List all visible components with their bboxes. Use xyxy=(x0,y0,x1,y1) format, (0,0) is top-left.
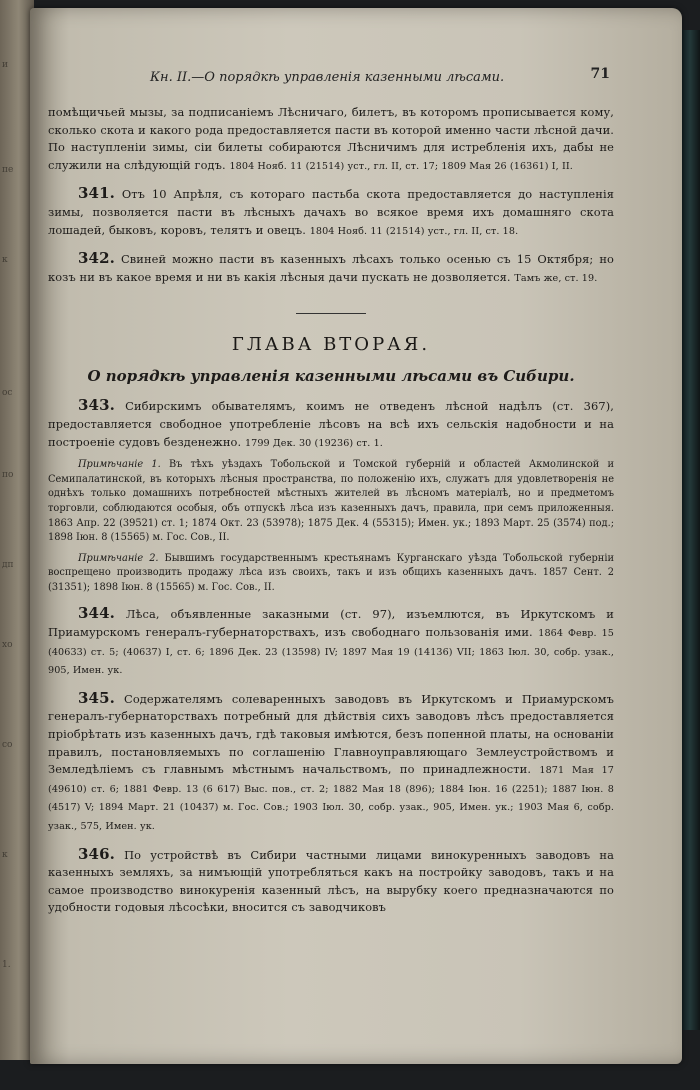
page-content xyxy=(48,104,614,917)
note-1 xyxy=(48,458,614,546)
left-page-fragment: к xyxy=(2,850,8,860)
citation: 1863 Апр. 22 (39521) ст. 1; 1874 Окт. 23 (53978); 1875 Дек. 4 (55315); Имен. ук.; 1893 Март. 25 (3574) под.; 1898 Іюн. 8 (15565) м. Гос. Сов., II. xyxy=(48,517,614,544)
left-page-fragment: со xyxy=(2,740,13,750)
article-number: 344. xyxy=(78,604,115,623)
running-header xyxy=(150,66,610,85)
article-text: По устройствѣ въ Сибири частными лицами винокуренныхъ заводовъ на казенныхъ земляхъ, за нимъющій употребляться какъ на постройку заводовъ, такъ и на самое производство винокуренія казенный лѣсъ, на вырубку коего предназначаются по удобности годовыя лѣсосѣки, вносится съ заводчиковъ xyxy=(48,847,614,915)
article-text: Лѣса, объявленные заказными (ст. 97), изъемлются, въ Иркутскомъ и Приамурскомъ генералъ-губернаторствахъ, изъ свободнаго пользованія ими. xyxy=(48,607,614,640)
left-page-fragment: по xyxy=(2,470,14,480)
running-title: Кн. II.—О порядкѣ управленія казенными лѣсами. xyxy=(150,70,505,85)
citation: 1804 Нояб. 11 (21514) уст., гл. II, ст. 17; 1809 Мая 26 (16361) I, II. xyxy=(229,160,573,172)
article-342 xyxy=(48,250,614,287)
citation: 1864 Февр. 15 (40633) ст. 5; (40637) I, ст. 6; 1896 Дек. 23 (13598) IV; 1897 Мая 19 (14136) VII; 1863 Іюл. 30, собр. узак., 905, Имен. ук. xyxy=(48,628,614,677)
article-343 xyxy=(48,397,614,452)
note-text: Въ тѣхъ уѣздахъ Тобольской и Томской губерній и областей Акмолинской и Семипалатинской, въ которыхъ лѣсныя пространства, по положенію ихъ, служатъ для удовлетворенія не однѣхъ только домашнихъ потребностей мѣстныхъ жителей въ лѣсномъ матеріалѣ, но и предметомъ торговли, соблюдаются особыя, объ отпускѣ лѣса изъ казенныхъ дачъ, правила, при семъ приложенныя. xyxy=(48,459,614,514)
article-344 xyxy=(48,605,614,679)
book-cover-edge xyxy=(680,30,700,1030)
left-page-fragment: дп xyxy=(2,560,14,570)
left-page-fragment: и xyxy=(2,60,8,70)
citation: 1857 Сент. 2 (31351); 1898 Іюн. 8 (15565) м. Гос. Сов., II. xyxy=(48,567,614,593)
article-345 xyxy=(48,690,614,836)
left-page-fragment: 1. xyxy=(2,960,11,970)
article-text: Свиней можно пасти въ казенныхъ лѣсахъ только осенью съ 15 Октября; но козъ ни въ какое время и ни въ какія лѣсныя дачи пускать не дозволяется. xyxy=(48,252,614,284)
section-divider xyxy=(296,313,366,314)
article-341 xyxy=(48,185,614,240)
continuation-paragraph xyxy=(48,104,614,175)
left-page-fragment: хо xyxy=(2,640,13,650)
note-label: Примѣчаніе 2. xyxy=(78,552,159,564)
chapter-subtitle: О порядкѣ управленія казенными лѣсами въ Сибири. xyxy=(87,367,575,386)
page-number: 71 xyxy=(590,66,610,82)
left-page-fragment: к xyxy=(2,255,8,265)
paragraph-text: помѣщичьей мызы, за подписаніемъ Лѣсничаго, билетъ, въ которомъ прописывается кому, сколько скота и какого рода предоставляется пасти въ которой именно части лѣсной дачи. По наступленіи зимы, сіи билеты собираются Лѣсничимъ для истребленія ихъ, дабы не служили на слѣдующій годъ. xyxy=(48,105,614,172)
article-number: 345. xyxy=(78,688,115,707)
citation: Тамъ же, ст. 19. xyxy=(514,272,598,284)
left-page-edge xyxy=(0,0,34,1060)
citation: 1799 Дек. 30 (19236) ст. 1. xyxy=(244,437,383,449)
note-text: Бывшимъ государственнымъ крестьянамъ Курганскаго уѣзда Тобольской губерніи воспрещено производить продажу лѣса изъ своихъ, такъ и изъ общихъ казенныхъ дачъ. xyxy=(48,552,614,579)
article-text: Отъ 10 Апрѣля, съ котораго пастьба скота предоставляется до наступленія зимы, позволяется пасти въ лѣсныхъ дачахъ во всякое время ихъ домашняго скота лошадей, быковъ, коровъ, телятъ и овецъ. xyxy=(48,187,614,237)
left-page-fragment: пе xyxy=(2,165,14,175)
article-346 xyxy=(48,846,614,917)
article-text: Содержателямъ солеваренныхъ заводовъ въ Иркутскомъ и Приамурскомъ генералъ-губернаторствахъ потребный для дѣйствія сихъ заводовъ лѣсъ предоставляется пріобрѣтать изъ казенныхъ дачъ, гдѣ таковыя имѣются, безъ попенной платы, на основаніи правилъ, постановляемыхъ по соглашенію Главноуправляющаго Землеустройствомъ и Земледѣліемъ съ главнымъ мѣстнымъ начальствомъ, по принадлежности. xyxy=(48,691,614,777)
note-2 xyxy=(48,552,614,596)
article-number: 342. xyxy=(78,249,115,268)
article-number: 346. xyxy=(78,844,115,863)
citation: 1804 Нояб. 11 (21514) уст., гл. II, ст. 18. xyxy=(309,225,519,237)
chapter-title: ГЛАВА ВТОРАЯ. xyxy=(231,334,431,356)
article-number: 343. xyxy=(78,396,115,415)
article-text: Сибирскимъ обывателямъ, коимъ не отведенъ лѣсной надѣлъ (ст. 367), предоставляется свободное употребленіе лѣсовъ на всѣ ихъ сельскія надобности и на построеніе судовъ безденежно. xyxy=(48,399,614,449)
note-label: Примѣчаніе 1. xyxy=(78,459,161,471)
citation: 1871 Мая 17 (49610) ст. 6; 1881 Февр. 13 (6 617) Выс. пов., ст. 2; 1882 Мая 18 (896); 1884 Іюн. 16 (2251); 1887 Іюн. 8 (4517) V; 1894 Март. 21 (10437) м. Гос. Сов.; 1903 Іюл. 30, собр. узак., 905, Имен. ук.; 1903 Мая 6, собр. узак., 575, Имен. ук. xyxy=(48,765,614,832)
article-number: 341. xyxy=(78,184,115,203)
left-page-fragment: ос xyxy=(2,388,13,398)
